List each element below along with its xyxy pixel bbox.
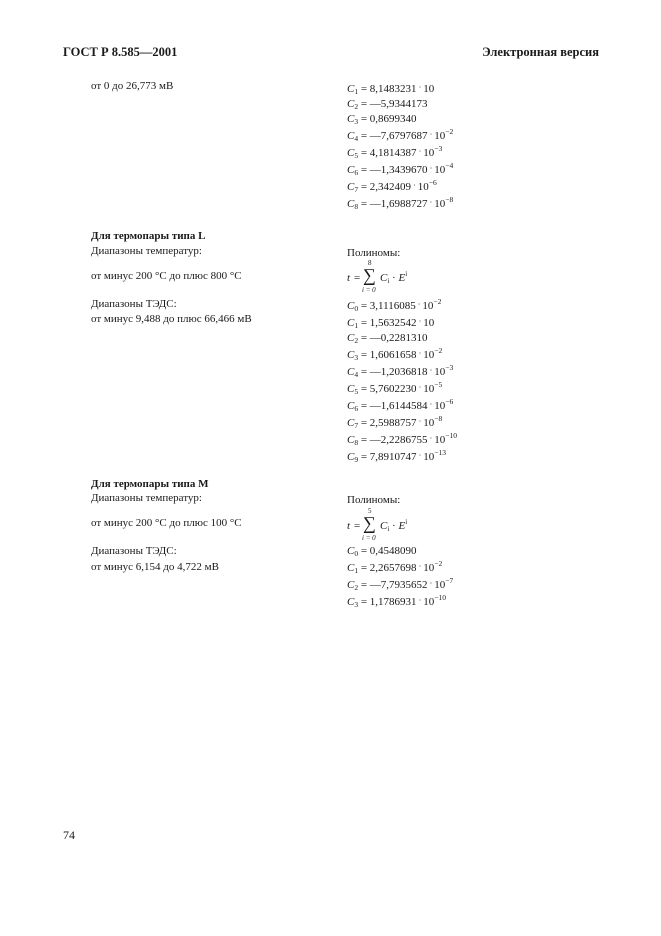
coefficient-row	[347, 593, 453, 610]
standard-designation: ГОСТ Р 8.585—2001	[63, 45, 178, 59]
coefficient-row	[347, 127, 453, 144]
coefficient-index: i	[387, 525, 390, 533]
coefficient-index: 1	[354, 87, 359, 96]
temp-label-m: Диапазоны температур:	[91, 492, 202, 504]
power-exponent: −2	[434, 559, 443, 568]
coefficient-index: 5	[354, 387, 359, 396]
coefficient-value: = 1,6061658	[360, 349, 417, 361]
coefficient-symbol: C	[347, 366, 355, 378]
coefficient-value: = —1,3439670	[360, 164, 428, 176]
power-base: 10	[423, 383, 435, 395]
emf-symbol: E	[398, 272, 406, 284]
multiply-dot: ·	[389, 520, 399, 532]
coefficient-row	[347, 161, 453, 178]
emf-label-l: Диапазоны ТЭДС:	[91, 298, 177, 310]
temp-range-m: от минус 200 °С до плюс 100 °С	[91, 517, 242, 529]
multiply-dot: ·	[429, 366, 433, 375]
coefficient-index: 0	[354, 304, 359, 313]
coefficient-symbol: C	[347, 400, 355, 412]
power-base: 10	[423, 417, 435, 429]
coefficient-symbol: C	[347, 130, 355, 142]
power-exponent: −6	[445, 397, 454, 406]
multiply-dot: ·	[418, 383, 422, 392]
power-base: 10	[423, 349, 435, 361]
version-label: Электронная версия	[482, 45, 599, 59]
formula-term	[380, 272, 407, 284]
coefficient-symbol: C	[347, 332, 355, 344]
section-title-m: Для термопары типа М	[91, 478, 209, 490]
power-base: 10	[434, 130, 446, 142]
power-base: 10	[434, 400, 446, 412]
coefficient-value: = 0,4548090	[360, 545, 417, 557]
power-base: 10	[434, 579, 446, 591]
power-base: 10	[423, 596, 435, 608]
coefficient-index: 0	[354, 549, 359, 558]
power-exponent: −4	[445, 161, 454, 170]
coefficient-index: 9	[354, 455, 359, 464]
power-base: 10	[434, 434, 446, 446]
power-exponent: −8	[434, 414, 443, 423]
multiply-dot: ·	[418, 417, 422, 426]
multiply-dot: ·	[389, 272, 399, 284]
coefficient-row	[347, 80, 453, 97]
coefficient-symbol: C	[347, 545, 355, 557]
power-exponent: −13	[434, 448, 446, 457]
power-exponent: −2	[445, 127, 454, 136]
formula-variable: t	[347, 272, 351, 284]
power-base: 10	[423, 83, 435, 95]
coefficient-row	[347, 380, 457, 397]
coefficient-symbol: C	[347, 596, 355, 608]
coefficient-value: = —1,2036818	[360, 366, 428, 378]
coefficients-l	[347, 297, 457, 465]
sum-lower-limit: i = 0	[362, 286, 376, 294]
coefficient-index: 1	[354, 566, 359, 575]
coefficient-row	[347, 195, 453, 212]
multiply-dot: ·	[418, 451, 422, 460]
power-base: 10	[417, 181, 429, 193]
emf-range-m: от минус 6,154 до 4,722 мВ	[91, 561, 219, 573]
coefficient-row	[347, 178, 453, 195]
coefficient-row	[347, 363, 457, 380]
coefficient-value: = —2,2286755	[360, 434, 428, 446]
coefficient-value: = 8,1483231	[360, 83, 417, 95]
coefficient-symbol: C	[380, 520, 388, 532]
coefficient-value: = 2,2657698	[360, 562, 417, 574]
coefficient-index: 3	[354, 353, 359, 362]
coefficient-symbol: C	[347, 349, 355, 361]
coefficient-row	[347, 314, 457, 331]
power-exponent: −2	[434, 346, 443, 355]
power-exponent: −8	[445, 195, 454, 204]
power-base: 10	[423, 451, 435, 463]
coefficient-row	[347, 112, 453, 127]
coefficient-row	[347, 559, 453, 576]
sum-upper-limit: 8	[368, 259, 372, 267]
power-base: 10	[434, 198, 446, 210]
coefficient-value: = —7,7935652	[360, 579, 428, 591]
sum-lower-limit: i = 0	[362, 534, 376, 542]
coefficient-index: 1	[354, 321, 359, 330]
multiply-dot: ·	[418, 562, 422, 571]
coefficient-symbol: C	[347, 98, 355, 110]
coefficient-symbol: C	[347, 181, 355, 193]
coefficient-row	[347, 448, 457, 465]
coefficient-symbol: C	[347, 164, 355, 176]
coefficient-index: 3	[354, 117, 359, 126]
coefficient-symbol: C	[347, 300, 355, 312]
coefficient-index: 6	[354, 404, 359, 413]
polynomial-formula-m	[347, 508, 467, 542]
coefficient-symbol: C	[380, 272, 388, 284]
formula-variable: t	[347, 520, 351, 532]
coefficient-value: = —5,9344173	[360, 98, 428, 110]
section-title-l: Для термопары типа L	[91, 230, 206, 242]
power-exponent: −10	[434, 593, 446, 602]
coefficient-symbol: C	[347, 83, 355, 95]
multiply-dot: ·	[418, 596, 422, 605]
multiply-dot: ·	[429, 198, 433, 207]
sum-sign: ∑	[363, 513, 376, 533]
coefficient-index: 2	[354, 336, 359, 345]
coefficient-row	[347, 576, 453, 593]
multiply-dot: ·	[429, 130, 433, 139]
emf-exponent: i	[405, 270, 408, 278]
power-base: 10	[422, 300, 434, 312]
coefficient-symbol: C	[347, 147, 355, 159]
power-exponent: −2	[433, 297, 442, 306]
coefficient-index: 3	[354, 600, 359, 609]
power-base: 10	[423, 562, 435, 574]
coefficient-row	[347, 331, 457, 346]
poly-label-l: Полиномы:	[347, 247, 401, 259]
formula-term	[380, 520, 407, 532]
coefficient-value: = 1,5632542	[360, 317, 417, 329]
coefficient-value: = 3,1116085	[360, 300, 416, 312]
power-base: 10	[434, 164, 446, 176]
coefficient-value: = 7,8910747	[360, 451, 417, 463]
coefficient-index: 2	[354, 583, 359, 592]
coefficient-value: = —0,2281310	[360, 332, 428, 344]
coefficient-index: 8	[354, 202, 359, 211]
multiply-dot: ·	[418, 83, 422, 92]
coefficient-symbol: C	[347, 434, 355, 446]
power-base: 10	[423, 317, 435, 329]
coefficient-symbol: C	[347, 317, 355, 329]
coefficient-index: 8	[354, 438, 359, 447]
coefficient-index: 2	[354, 102, 359, 111]
formula-equals: =	[354, 272, 361, 284]
coefficient-value: = —1,6144584	[360, 400, 428, 412]
coefficient-row	[347, 414, 457, 431]
coefficient-index: 5	[354, 151, 359, 160]
multiply-dot: ·	[417, 300, 421, 309]
coefficient-symbol: C	[347, 579, 355, 591]
emf-exponent: i	[405, 518, 408, 526]
coefficient-index: 7	[354, 185, 359, 194]
multiply-dot: ·	[429, 434, 433, 443]
power-base: 10	[434, 366, 446, 378]
power-exponent: −3	[445, 363, 454, 372]
multiply-dot: ·	[418, 317, 422, 326]
power-exponent: −6	[428, 178, 437, 187]
coefficient-value: = 2,342409	[360, 181, 412, 193]
coefficient-row	[347, 544, 453, 559]
coefficient-index: 7	[354, 421, 359, 430]
sum-upper-limit: 5	[368, 507, 372, 515]
multiply-dot: ·	[418, 147, 422, 156]
power-base: 10	[423, 147, 435, 159]
coefficient-index: 6	[354, 168, 359, 177]
power-exponent: −7	[445, 576, 454, 585]
coefficient-row	[347, 97, 453, 112]
emf-range-l: от минус 9,488 до плюс 66,466 мВ	[91, 313, 252, 325]
coefficient-value: = —7,6797687	[360, 130, 428, 142]
coefficient-row	[347, 397, 457, 414]
coefficient-symbol: C	[347, 198, 355, 210]
polynomial-formula-l	[347, 260, 467, 294]
power-exponent: −5	[434, 380, 443, 389]
coefficient-row	[347, 346, 457, 363]
emf-label-m: Диапазоны ТЭДС:	[91, 545, 177, 557]
coefficient-value: = 5,7602230	[360, 383, 417, 395]
formula-equals: =	[354, 520, 361, 532]
multiply-dot: ·	[429, 579, 433, 588]
sum-sign: ∑	[363, 265, 376, 285]
coefficient-row	[347, 431, 457, 448]
temp-range-l: от минус 200 °С до плюс 800 °С	[91, 270, 242, 282]
multiply-dot: ·	[418, 349, 422, 358]
coefficient-index: i	[387, 277, 390, 285]
page-number: 74	[63, 828, 75, 842]
poly-label-m: Полиномы:	[347, 494, 401, 506]
coefficient-value: = 4,1814387	[360, 147, 417, 159]
power-exponent: −3	[434, 144, 443, 153]
multiply-dot: ·	[429, 400, 433, 409]
coefficient-index: 4	[354, 134, 359, 143]
coefficient-row	[347, 297, 457, 314]
coefficient-symbol: C	[347, 451, 355, 463]
multiply-dot: ·	[413, 181, 416, 190]
power-exponent: −10	[445, 431, 457, 440]
emf-symbol: E	[398, 520, 406, 532]
coefficient-symbol: C	[347, 113, 355, 125]
emf-range-k: от 0 до 26,773 мВ	[91, 80, 174, 92]
coefficients-k	[347, 80, 453, 212]
coefficient-value: = —1,6988727	[360, 198, 428, 210]
coefficient-symbol: C	[347, 417, 355, 429]
temp-label-l: Диапазоны температур:	[91, 245, 202, 257]
coefficient-row	[347, 144, 453, 161]
coefficient-symbol: C	[347, 562, 355, 574]
coefficient-value: = 1,1786931	[360, 596, 417, 608]
coefficients-m	[347, 544, 453, 610]
coefficient-value: = 2,5988757	[360, 417, 417, 429]
multiply-dot: ·	[429, 164, 433, 173]
coefficient-symbol: C	[347, 383, 355, 395]
coefficient-index: 4	[354, 370, 359, 379]
coefficient-value: = 0,8699340	[360, 113, 417, 125]
